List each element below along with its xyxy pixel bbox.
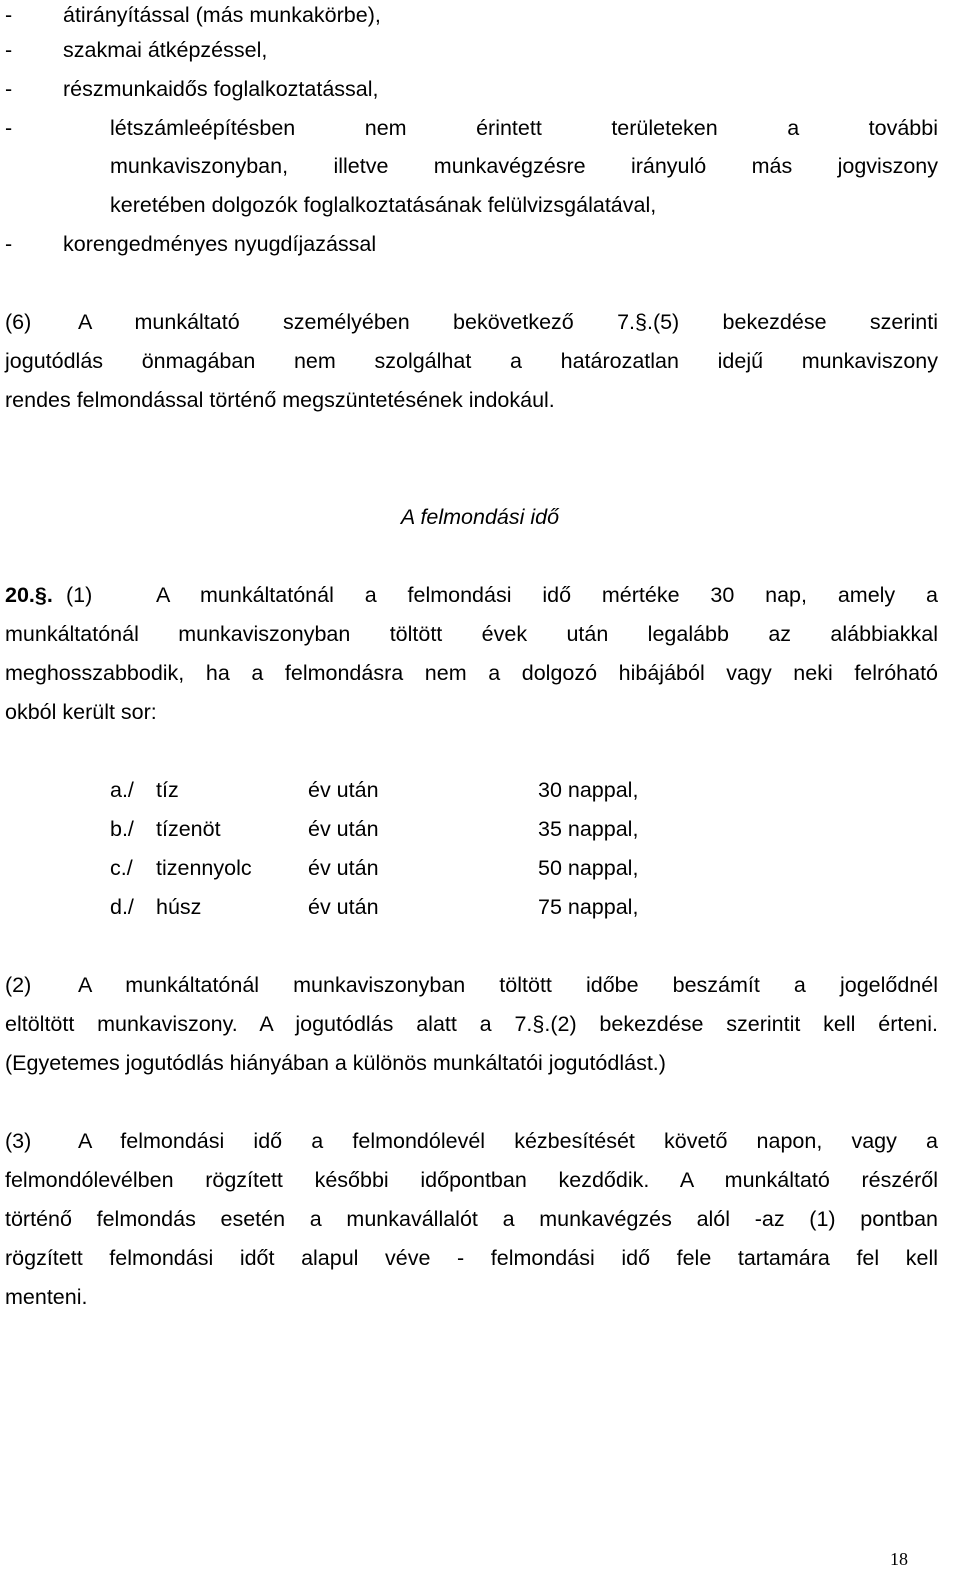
paragraph-line: történő felmondás esetén a munkavállalót a munkavégzés alól -az (1) pontban [5,1207,938,1231]
paragraph-number: (3) [5,1129,32,1153]
list-dash: - [5,3,13,27]
row-letter: c./ [110,856,133,880]
page-number: 18 [890,1549,908,1569]
row-after: év után [308,895,379,919]
paragraph-line: A munkáltatónál a felmondási idő mértéke 30 nap, amely a [156,583,938,607]
paragraph-line: menteni. [5,1285,88,1309]
paragraph-line: A munkáltatónál munkaviszonyban töltött időbe beszámít a jogelődnél [78,973,938,997]
row-letter: a./ [110,778,134,802]
paragraph-line: jogutódlás önmagában nem szolgálhat a határozatlan idejű munkaviszony [5,349,938,373]
row-letter: d./ [110,895,134,919]
row-days: 75 nappal, [538,895,639,919]
paragraph-line: rendes felmondással történő megszüntetésének indokául. [5,388,555,412]
row-days: 35 nappal, [538,817,639,841]
row-years: tízenöt [156,817,221,841]
row-letter: b./ [110,817,134,841]
list-item-text: átirányítással (más munkakörbe), [63,3,381,27]
section-heading: A felmondási idő [400,505,560,529]
row-years: húsz [156,895,202,919]
list-item-text: részmunkaidős foglalkoztatással, [63,77,379,101]
paragraph-line: (Egyetemes jogutódlás hiányában a különös munkáltatói jogutódlást.) [5,1051,666,1075]
paragraph-line: rögzített felmondási időt alapul véve - felmondási idő fele tartamára fel kell [5,1246,938,1270]
section-label: 20.§. [5,583,53,607]
paragraph-line: munkáltatónál munkaviszonyban töltött évek után legalább az alábbiakkal [5,622,938,646]
list-item-text: korengedményes nyugdíjazással [63,232,377,256]
paragraph-line: A munkáltató személyében bekövetkező 7.§.(5) bekezdése szerinti [78,310,938,334]
paragraph-line: okból került sor: [5,700,157,724]
row-years: tizennyolc [156,856,252,880]
paragraph-number: (2) [5,973,32,997]
paragraph-line: eltöltött munkaviszony. A jogutódlás alatt a 7.§.(2) bekezdése szerintit kell érteni. [5,1012,938,1036]
row-days: 50 nappal, [538,856,639,880]
paragraph-line: A felmondási idő a felmondólevél kézbesítését követő napon, vagy a [78,1129,938,1153]
paragraph-number: (6) [5,310,32,334]
row-after: év után [308,817,379,841]
list-item-text: létszámleépítésben nem érintett területeken a további [110,116,938,140]
list-item-text: keretében dolgozók foglalkoztatásának felülvizsgálatával, [110,193,657,217]
paragraph-number: (1) [66,583,93,607]
list-dash: - [5,232,13,256]
row-days: 30 nappal, [538,778,639,802]
paragraph-line: meghosszabbodik, ha a felmondásra nem a dolgozó hibájából vagy neki felróható [5,661,938,685]
row-after: év után [308,778,379,802]
paragraph-line: felmondólevélben rögzített későbbi időpontban kezdődik. A munkáltató részéről [5,1168,938,1192]
list-dash: - [5,38,13,62]
row-years: tíz [156,778,179,802]
list-item-text: munkaviszonyban, illetve munkavégzésre irányuló más jogviszony [110,154,938,178]
list-item-text: szakmai átképzéssel, [63,38,268,62]
row-after: év után [308,856,379,880]
list-dash: - [5,116,13,140]
list-dash: - [5,77,13,101]
